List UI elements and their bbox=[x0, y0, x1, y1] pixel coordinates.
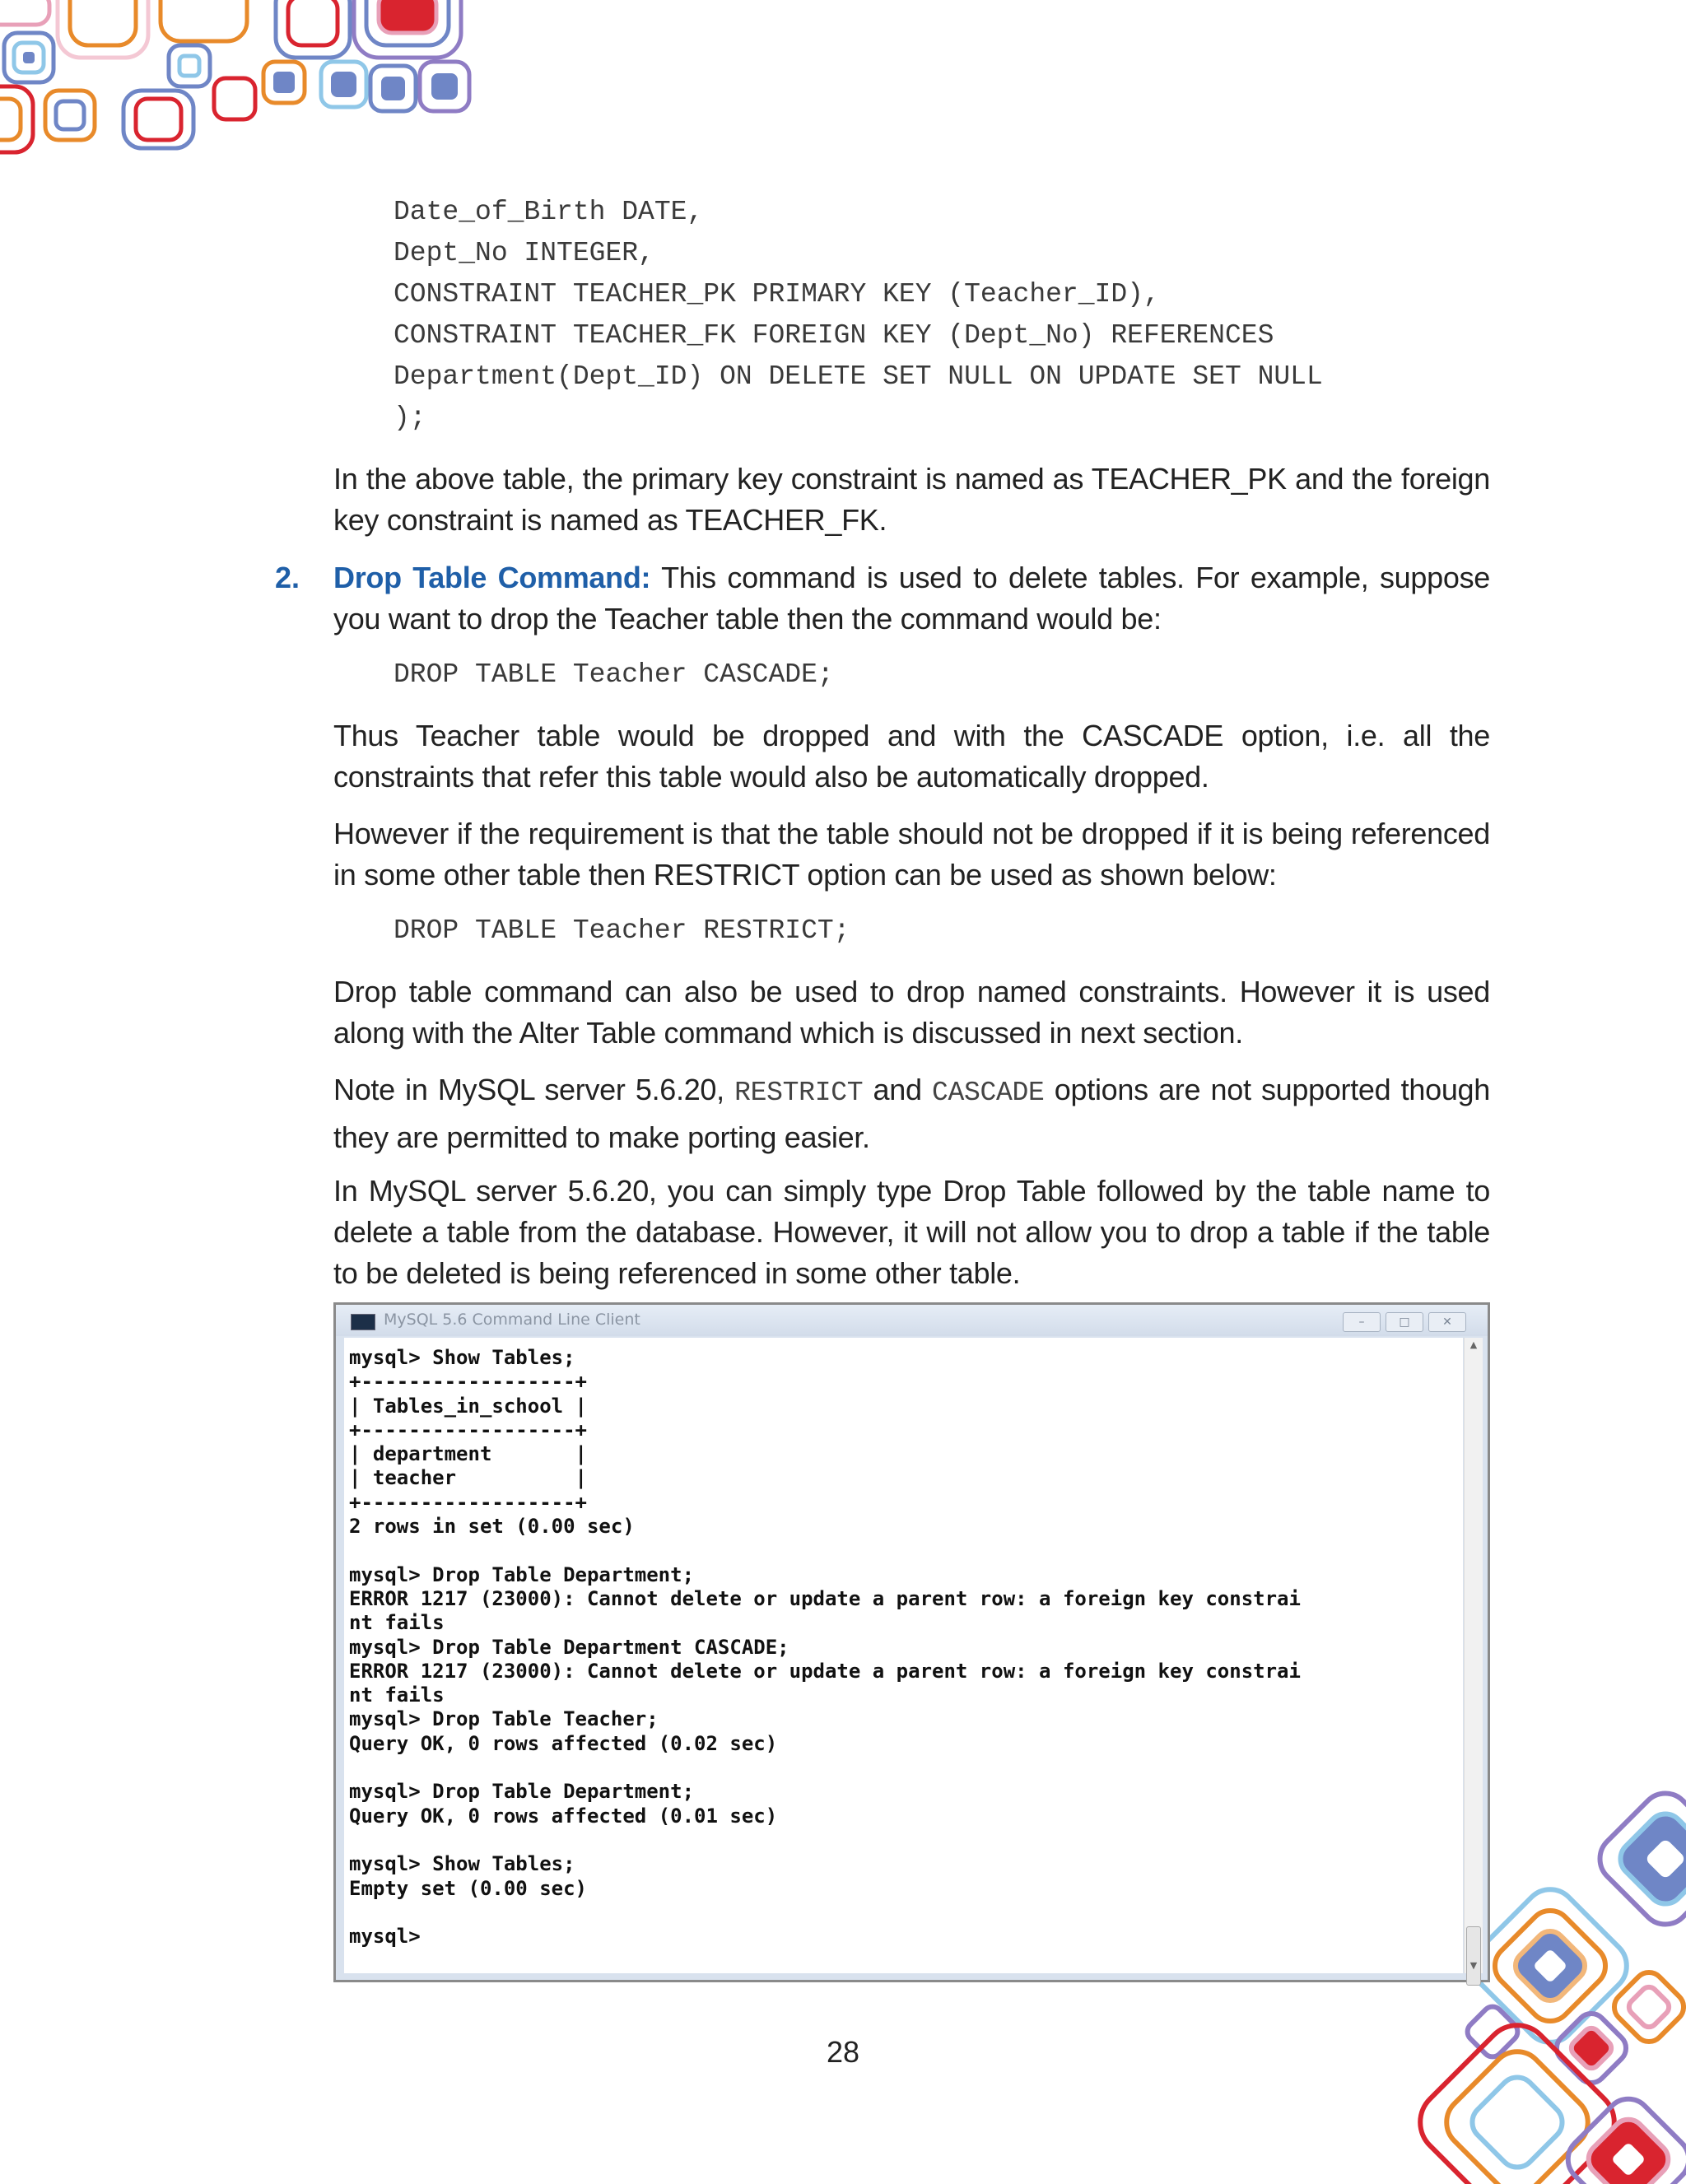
console-line: Empty set (0.00 sec) bbox=[349, 1876, 587, 1900]
console-line: | Tables_in_school | bbox=[349, 1394, 587, 1418]
code-line: Dept_No INTEGER, bbox=[394, 238, 654, 268]
console-line: +------------------+ bbox=[349, 1490, 587, 1514]
page-number: 28 bbox=[826, 2035, 860, 2069]
code-line: CONSTRAINT TEACHER_PK PRIMARY KEY (Teacher_ID), bbox=[394, 279, 1160, 310]
paragraph-constraints: In the above table, the primary key constraint is named as TEACHER_PK and the foreign key constraint is named as TEACHER_FK. bbox=[333, 462, 1490, 537]
scroll-up-arrow-icon[interactable]: ▲ bbox=[1469, 1339, 1478, 1350]
paragraph-drop-table-command bbox=[333, 557, 1490, 640]
console-line: 2 rows in set (0.00 sec) bbox=[349, 1515, 635, 1539]
console-line: +------------------+ bbox=[349, 1370, 587, 1394]
console-line: mysql> Drop Table Department; bbox=[349, 1780, 695, 1804]
console-title: MySQL 5.6 Command Line Client bbox=[384, 1311, 640, 1329]
console-line: mysql> Drop Table Teacher; bbox=[349, 1707, 659, 1731]
console-text bbox=[349, 1346, 1301, 1949]
mysql-console-window bbox=[333, 1302, 1490, 1982]
paragraph-mysql: In MySQL server 5.6.20, you can simply type Drop Table followed by the table name to delete a table from the database. However, it will not allow you to drop a table if the table to be deleted is being referenced in some other table. bbox=[333, 1174, 1490, 1290]
code-drop-cascade: DROP TABLE Teacher CASCADE; bbox=[394, 659, 834, 690]
scrollbar-thumb[interactable] bbox=[1466, 1926, 1481, 1986]
console-line: +------------------+ bbox=[349, 1418, 587, 1441]
item-title: Drop Table Command: bbox=[333, 561, 651, 594]
console-line: ERROR 1217 (23000): Cannot delete or update a parent row: a foreign key constrai bbox=[349, 1659, 1301, 1683]
console-line: ERROR 1217 (23000): Cannot delete or update a parent row: a foreign key constrai bbox=[349, 1586, 1301, 1610]
console-line: mysql> Show Tables; bbox=[349, 1346, 575, 1369]
code-block-create-table bbox=[394, 192, 1323, 439]
console-line: Query OK, 0 rows affected (0.02 sec) bbox=[349, 1731, 778, 1755]
code-line: ); bbox=[394, 403, 426, 433]
decorative-squares-top bbox=[0, 0, 477, 165]
code-line: Department(Dept_ID) ON DELETE SET NULL ON UPDATE SET NULL bbox=[394, 361, 1323, 392]
note-cascade: CASCADE bbox=[931, 1078, 1045, 1108]
note-text: and bbox=[863, 1073, 932, 1106]
console-line: nt fails bbox=[349, 1611, 445, 1635]
item-text: This command is used to delete tables. For example, suppose you want to drop the Teacher table then the command would be: bbox=[333, 561, 1490, 636]
paragraph-note bbox=[333, 1068, 1490, 1160]
code-line: Date_of_Birth DATE, bbox=[394, 197, 704, 227]
console-line: | teacher | bbox=[349, 1466, 587, 1490]
paragraph-cascade: Thus Teacher table would be dropped and with the CASCADE option, i.e. all the constraints that refer this table would also be automatically dropped. bbox=[333, 719, 1490, 794]
minimize-button[interactable]: – bbox=[1343, 1312, 1381, 1332]
console-scrollbar[interactable] bbox=[1464, 1338, 1483, 1973]
console-output[interactable] bbox=[344, 1338, 1463, 1973]
note-text: options are not supported though they are permitted to make porting easier. bbox=[333, 1073, 1490, 1154]
code-line: CONSTRAINT TEACHER_FK FOREIGN KEY (Dept_No) REFERENCES bbox=[394, 320, 1274, 351]
item-number: 2. bbox=[275, 561, 300, 594]
console-titlebar bbox=[336, 1305, 1488, 1336]
close-button[interactable]: ✕ bbox=[1428, 1312, 1466, 1332]
console-line: nt fails bbox=[349, 1683, 445, 1707]
code-drop-restrict: DROP TABLE Teacher RESTRICT; bbox=[394, 915, 850, 946]
console-line: Query OK, 0 rows affected (0.01 sec) bbox=[349, 1804, 778, 1828]
terminal-icon bbox=[351, 1314, 375, 1330]
maximize-button[interactable]: □ bbox=[1386, 1312, 1423, 1332]
console-line: mysql> Drop Table Department CASCADE; bbox=[349, 1635, 789, 1659]
paragraph-restrict: However if the requirement is that the table should not be dropped if it is being referenced in some other table then RESTRICT option can be used as shown below: bbox=[333, 817, 1490, 892]
note-restrict: RESTRICT bbox=[734, 1078, 864, 1108]
paragraph-alter-table: Drop table command can also be used to drop named constraints. However it is used along with the Alter Table command which is discussed in next section. bbox=[333, 975, 1490, 1050]
console-line: | department | bbox=[349, 1442, 587, 1466]
note-text: Note in MySQL server 5.6.20, bbox=[333, 1073, 735, 1106]
console-line: mysql> Show Tables; bbox=[349, 1852, 575, 1876]
scroll-down-arrow-icon[interactable]: ▼ bbox=[1469, 1960, 1478, 1971]
console-line: mysql> Drop Table Department; bbox=[349, 1562, 695, 1586]
console-line: mysql> bbox=[349, 1925, 421, 1949]
